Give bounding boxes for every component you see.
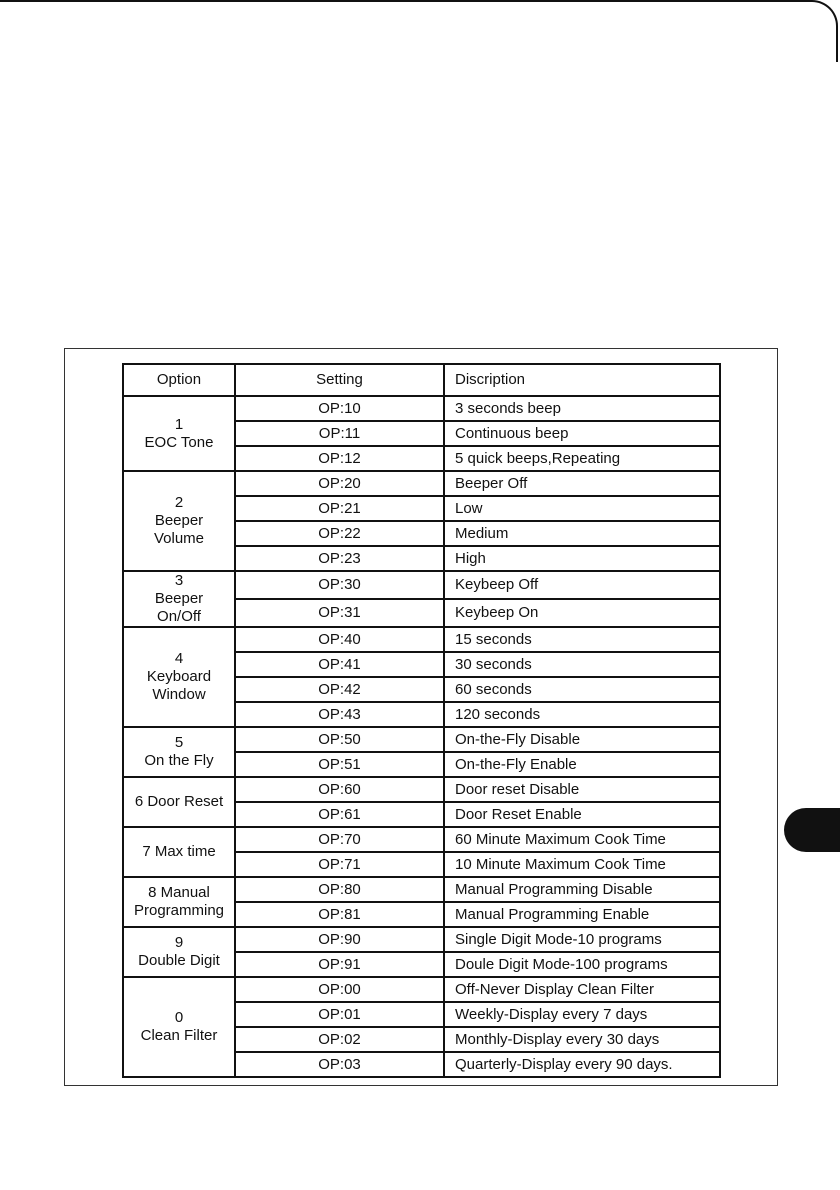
option-label-line: Clean Filter [140, 1027, 218, 1044]
setting-code: OP:01 [235, 1002, 444, 1027]
table-header-row [123, 364, 720, 396]
setting-code: OP:70 [235, 827, 444, 852]
setting-description: Medium [444, 521, 720, 546]
option-label-cell [123, 877, 235, 927]
setting-code: OP:81 [235, 902, 444, 927]
setting-description: Door Reset Enable [444, 802, 720, 827]
setting-description: Manual Programming Disable [444, 877, 720, 902]
setting-description: Beeper Off [444, 471, 720, 496]
setting-code: OP:51 [235, 752, 444, 777]
setting-description: 120 seconds [444, 702, 720, 727]
option-label-cell [123, 627, 235, 727]
option-label-line: 7 Max time [142, 843, 216, 860]
setting-code: OP:40 [235, 627, 444, 652]
setting-description: Continuous beep [444, 421, 720, 446]
table-row [123, 927, 720, 952]
setting-code: OP:71 [235, 852, 444, 877]
option-label-line: EOC Tone [144, 433, 214, 451]
option-label-cell [123, 571, 235, 627]
setting-description: On-the-Fly Disable [444, 727, 720, 752]
option-label-line: 4 [174, 650, 184, 667]
setting-code: OP:11 [235, 421, 444, 446]
option-label-line: Keyboard [146, 668, 212, 685]
setting-code: OP:60 [235, 777, 444, 802]
setting-code: OP:20 [235, 471, 444, 496]
setting-code: OP:43 [235, 702, 444, 727]
option-label-line: Double Digit [138, 952, 220, 969]
setting-description: Keybeep On [444, 599, 720, 627]
setting-code: OP:30 [235, 571, 444, 599]
setting-description: Manual Programming Enable [444, 902, 720, 927]
setting-code: OP:02 [235, 1027, 444, 1052]
setting-code: OP:50 [235, 727, 444, 752]
setting-code: OP:00 [235, 977, 444, 1002]
option-label-line: On/Off [157, 608, 201, 625]
option-label-cell [123, 727, 235, 777]
table-row [123, 396, 720, 421]
setting-code: OP:80 [235, 877, 444, 902]
setting-code: OP:23 [235, 546, 444, 571]
setting-description: 60 seconds [444, 677, 720, 702]
option-label-line: Beeper [154, 590, 204, 607]
setting-description: 15 seconds [444, 627, 720, 652]
option-label-line: Volume [153, 530, 205, 547]
option-label-line: Programming [133, 902, 225, 919]
setting-description: 10 Minute Maximum Cook Time [444, 852, 720, 877]
setting-code: OP:91 [235, 952, 444, 977]
setting-code: OP:12 [235, 446, 444, 471]
table-row [123, 977, 720, 1002]
setting-description: Doule Digit Mode-100 programs [444, 952, 720, 977]
table-row [123, 571, 720, 599]
option-label-cell [123, 927, 235, 977]
setting-code: OP:22 [235, 521, 444, 546]
setting-description: High [444, 546, 720, 571]
setting-code: OP:10 [235, 396, 444, 421]
header-option: Option [123, 364, 235, 396]
setting-code: OP:21 [235, 496, 444, 521]
table-row [123, 877, 720, 902]
table-row [123, 777, 720, 802]
setting-description: Single Digit Mode-10 programs [444, 927, 720, 952]
options-table-body [123, 396, 720, 1077]
setting-description: 3 seconds beep [444, 396, 720, 421]
option-label-line: Beeper [154, 512, 204, 529]
setting-description: On-the-Fly Enable [444, 752, 720, 777]
setting-code: OP:41 [235, 652, 444, 677]
page-edge-border [0, 0, 838, 62]
setting-description: Weekly-Display every 7 days [444, 1002, 720, 1027]
setting-description: Quarterly-Display every 90 days. [444, 1052, 720, 1077]
options-table [122, 363, 721, 1078]
setting-description: Monthly-Display every 30 days [444, 1027, 720, 1052]
setting-description: Door reset Disable [444, 777, 720, 802]
setting-description: 60 Minute Maximum Cook Time [444, 827, 720, 852]
option-label-line: 6 Door Reset [134, 793, 224, 810]
option-label-cell [123, 471, 235, 571]
setting-description: Low [444, 496, 720, 521]
setting-code: OP:03 [235, 1052, 444, 1077]
option-label-line: 2 [174, 494, 184, 511]
setting-code: OP:90 [235, 927, 444, 952]
setting-description: Keybeep Off [444, 571, 720, 599]
option-label-line: 1 [174, 415, 184, 433]
option-label-cell [123, 396, 235, 471]
header-description: Discription [444, 364, 720, 396]
table-row [123, 471, 720, 496]
option-label-cell [123, 827, 235, 877]
setting-description: 30 seconds [444, 652, 720, 677]
option-label-line: Window [152, 686, 206, 703]
option-label-line: 3 [174, 572, 184, 589]
table-row [123, 827, 720, 852]
setting-code: OP:31 [235, 599, 444, 627]
table-row [123, 727, 720, 752]
table-row [123, 627, 720, 652]
option-label-line: 9 [174, 934, 184, 951]
option-label-line: 5 [174, 734, 184, 751]
section-tab-marker [784, 808, 840, 852]
option-label-cell [123, 977, 235, 1077]
option-label-line: 8 Manual [148, 884, 210, 901]
setting-code: OP:42 [235, 677, 444, 702]
option-label-line: On the Fly [144, 752, 214, 769]
setting-description: Off-Never Display Clean Filter [444, 977, 720, 1002]
setting-code: OP:61 [235, 802, 444, 827]
option-label-cell [123, 777, 235, 827]
option-label-line: 0 [174, 1009, 184, 1026]
header-setting: Setting [235, 364, 444, 396]
setting-description: 5 quick beeps,Repeating [444, 446, 720, 471]
